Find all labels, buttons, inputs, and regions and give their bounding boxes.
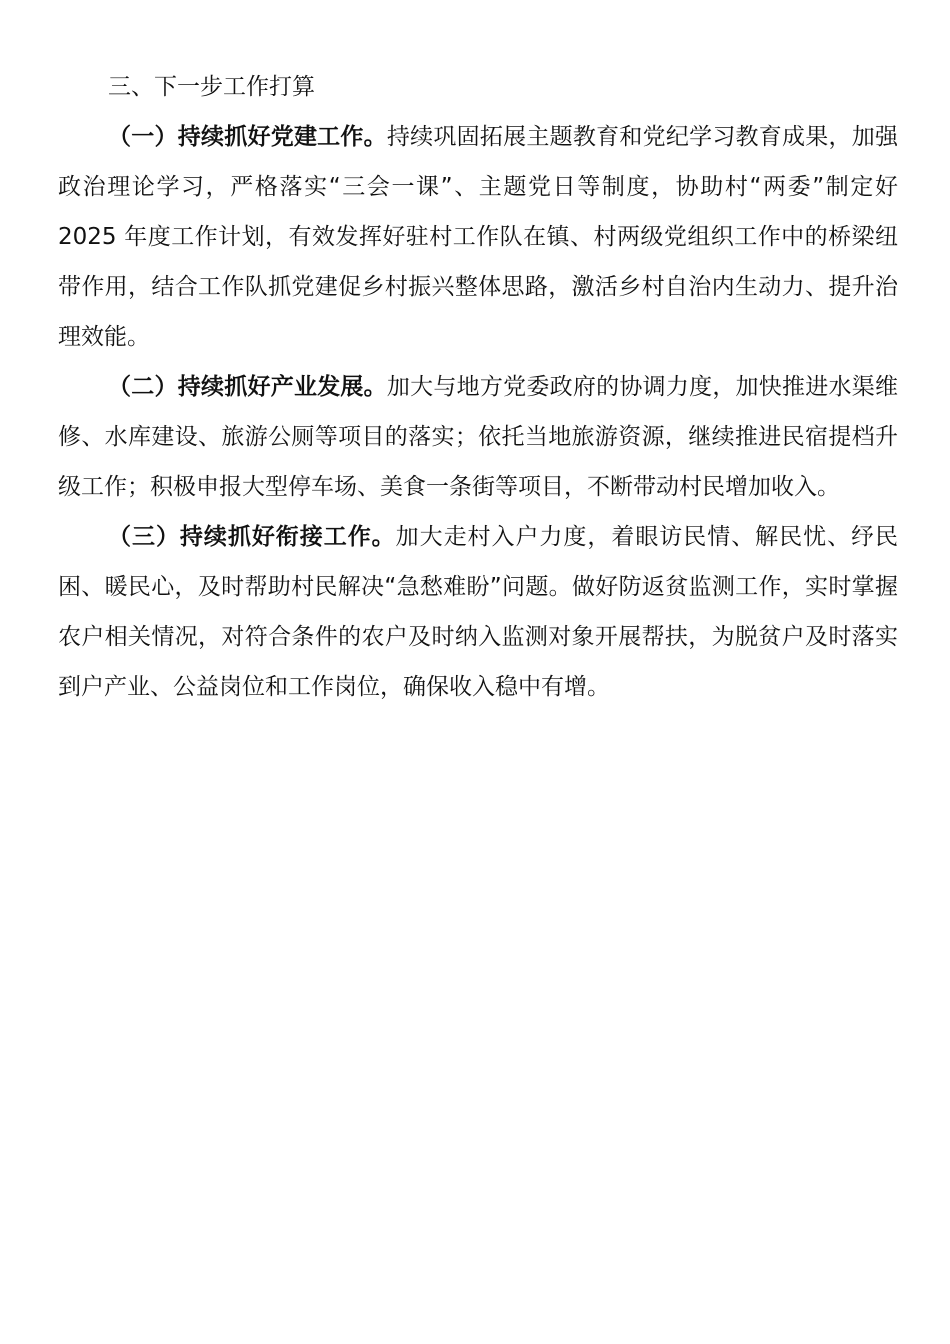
paragraph-industry-development (58, 362, 898, 512)
document-page (58, 62, 898, 712)
paragraph-party-building (58, 112, 898, 362)
paragraph-body: 加大与地方党委政府的协调力度，加快推进水渠维修、水库建设、旅游公厕等项目的落实；依托当地旅游资源，继续推进民宿提档升级工作；积极申报大型停车场、美食一条街等项目，不断带动村民增加收入。 (58, 374, 899, 500)
paragraph-lead: （二）持续抓好产业发展。 (108, 374, 387, 400)
paragraph-connection-work (58, 512, 898, 712)
paragraph-body: 持续巩固拓展主题教育和党纪学习教育成果，加强政治理论学习，严格落实“三会一课”、主题党日等制度，协助村“两委”制定好 2025 年度工作计划，有效发挥好驻村工作队在镇、村两级党组织工作中的桥梁纽带作用，结合工作队抓党建促乡村振兴整体思路，激活乡村自治内生动力、提升治理效能。 (58, 124, 899, 350)
paragraph-body: 加大走村入户力度，着眼访民情、解民忧、纾民困、暖民心，及时帮助村民解决“急愁难盼”问题。做好防返贫监测工作，实时掌握农户相关情况，对符合条件的农户及时纳入监测对象开展帮扶，为脱贫户及时落实到户产业、公益岗位和工作岗位，确保收入稳中有增。 (58, 524, 898, 700)
paragraph-lead: （三）持续抓好衔接工作。 (108, 524, 396, 550)
paragraph-lead: （一）持续抓好党建工作。 (108, 124, 387, 150)
section-heading: 三、下一步工作打算 (108, 74, 315, 100)
